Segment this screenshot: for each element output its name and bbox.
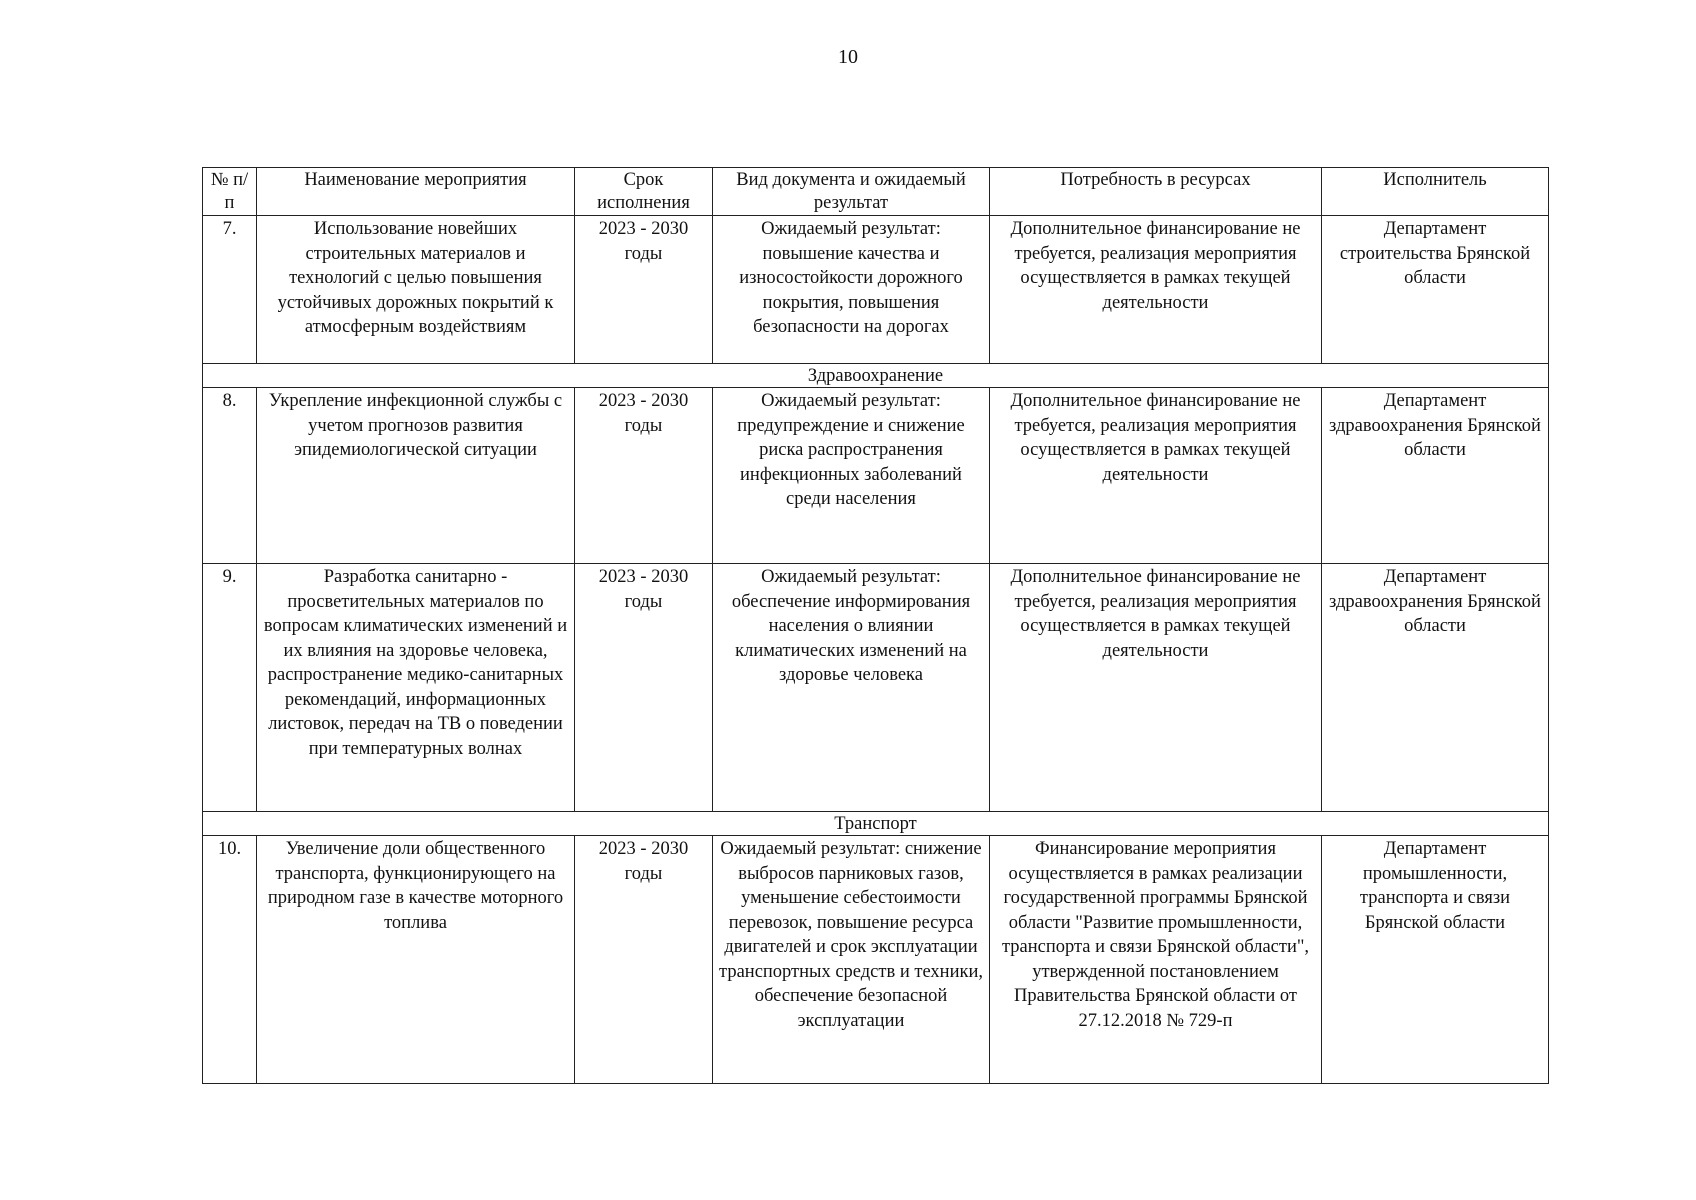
- section-title-health: Здравоохранение: [203, 364, 1549, 388]
- table-row: [203, 836, 1549, 1084]
- measure-document: Ожидаемый результат: повышение качества и износостойкости дорожного покрытия, повышения безопасности на дорогах: [713, 216, 990, 364]
- table-row: [203, 564, 1549, 812]
- section-title-transport: Транспорт: [203, 812, 1549, 836]
- measure-name: Увеличение доли общественного транспорта, функционирующего на природном газе в качестве моторного топлива: [257, 836, 575, 1084]
- measure-term: 2023 - 2030 годы: [575, 216, 713, 364]
- measure-term: 2023 - 2030 годы: [575, 388, 713, 564]
- table-row: [203, 216, 1549, 364]
- header-term: Срок исполнения: [575, 168, 713, 216]
- header-resources: Потребность в ресурсах: [990, 168, 1322, 216]
- measure-name: Укрепление инфекционной службы с учетом прогнозов развития эпидемиологической ситуации: [257, 388, 575, 564]
- measure-resources: Дополнительное финансирование не требуется, реализация мероприятия осуществляется в рамках текущей деятельности: [990, 388, 1322, 564]
- measures-table: [202, 167, 1549, 1084]
- measure-executor: Департамент здравоохранения Брянской области: [1322, 388, 1549, 564]
- header-num: № п/п: [203, 168, 257, 216]
- measure-document: Ожидаемый результат: обеспечение информирования населения о влиянии климатических изменений на здоровье человека: [713, 564, 990, 812]
- measure-executor: Департамент здравоохранения Брянской области: [1322, 564, 1549, 812]
- page-number: 10: [838, 46, 858, 68]
- table-row: [203, 388, 1549, 564]
- measure-resources: Дополнительное финансирование не требуется, реализация мероприятия осуществляется в рамках текущей деятельности: [990, 564, 1322, 812]
- row-number: 9.: [203, 564, 257, 812]
- measure-term: 2023 - 2030 годы: [575, 564, 713, 812]
- measure-document: Ожидаемый результат: снижение выбросов парниковых газов, уменьшение себестоимости перевозок, повышение ресурса двигателей и срок эксплуатации транспортных средств и техники, обеспечение безопасной эксплуатации: [713, 836, 990, 1084]
- measure-name: Использование новейших строительных материалов и технологий с целью повышения устойчивых дорожных покрытий к атмосферным воздействиям: [257, 216, 575, 364]
- measure-resources: Дополнительное финансирование не требуется, реализация мероприятия осуществляется в рамках текущей деятельности: [990, 216, 1322, 364]
- measure-document: Ожидаемый результат: предупреждение и снижение риска распространения инфекционных заболеваний среди населения: [713, 388, 990, 564]
- measure-executor: Департамент промышленности, транспорта и связи Брянской области: [1322, 836, 1549, 1084]
- header-name: Наименование мероприятия: [257, 168, 575, 216]
- header-executor: Исполнитель: [1322, 168, 1549, 216]
- section-row: [203, 364, 1549, 388]
- table-header-row: [203, 168, 1549, 216]
- measure-name: Разработка санитарно - просветительных материалов по вопросам климатических изменений и их влияния на здоровье человека, распространение медико-санитарных рекомендаций, информационных листовок, передач на ТВ о поведении при температурных волнах: [257, 564, 575, 812]
- measure-executor: Департамент строительства Брянской области: [1322, 216, 1549, 364]
- section-row: [203, 812, 1549, 836]
- row-number: 7.: [203, 216, 257, 364]
- row-number: 10.: [203, 836, 257, 1084]
- row-number: 8.: [203, 388, 257, 564]
- header-doc: Вид документа и ожидаемый результат: [713, 168, 990, 216]
- measure-resources: Финансирование мероприятия осуществляется в рамках реализации государственной программы Брянской области "Развитие промышленности, транспорта и связи Брянской области", утвержденной постановлением Правительства Брянской области от 27.12.2018 № 729-п: [990, 836, 1322, 1084]
- measure-term: 2023 - 2030 годы: [575, 836, 713, 1084]
